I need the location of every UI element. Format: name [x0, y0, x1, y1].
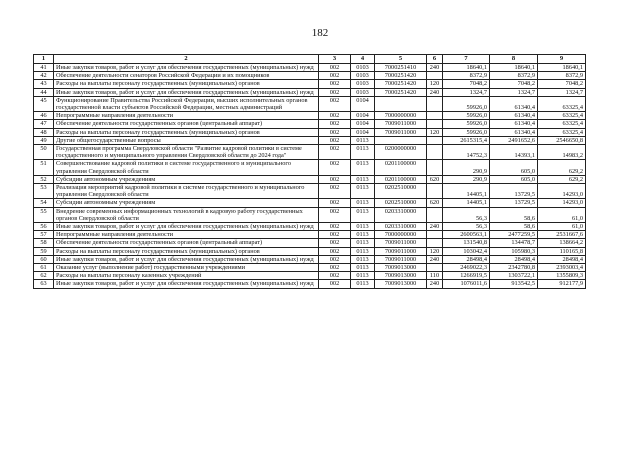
section-cell: 0113: [351, 231, 375, 239]
amount-cell: 913542,5: [490, 280, 538, 288]
code-cell: 002: [319, 223, 351, 231]
row-number-cell: 62: [34, 272, 54, 280]
description-cell: Внедрение современных информационных технологий в кадровую работу государственных органов Свердловской области: [54, 207, 319, 222]
amount-cell: 2469022,3: [443, 264, 490, 272]
description-cell: Обеспечение деятельности государственных органов (центральный аппарат): [54, 239, 319, 247]
amount-cell: 28498,4: [490, 255, 538, 263]
code-cell: 002: [319, 120, 351, 128]
table-row: [34, 247, 586, 255]
code-cell: 002: [319, 88, 351, 96]
section-cell: 0103: [351, 64, 375, 72]
row-number-cell: 49: [34, 136, 54, 144]
row-number-cell: 63: [34, 280, 54, 288]
description-cell: Государственная программа Свердловской области "Развитие кадровой политики в системе государственного и муниципального управления Свердловской области до 2024 года": [54, 145, 319, 160]
description-cell: Иные закупки товаров, работ и услуг для обеспечения государственных (муниципальных) нужд: [54, 88, 319, 96]
table-row: [34, 184, 586, 199]
row-number-cell: 43: [34, 80, 54, 88]
col-header: 1: [34, 55, 54, 64]
row-number-cell: 41: [34, 64, 54, 72]
table-row: [34, 255, 586, 263]
amount-cell: 14752,3: [443, 145, 490, 160]
page-number: 182: [311, 27, 329, 39]
amount-cell: 605,0: [490, 160, 538, 175]
amount-cell: 14293,0: [538, 199, 586, 207]
target-article-cell: 7000000000: [375, 231, 427, 239]
code-cell: 002: [319, 175, 351, 183]
amount-cell: 63325,4: [538, 128, 586, 136]
table-row: [34, 223, 586, 231]
section-cell: 0113: [351, 272, 375, 280]
section-cell: 0113: [351, 145, 375, 160]
amount-cell: 629,2: [538, 175, 586, 183]
expense-type-cell: [427, 231, 443, 239]
description-cell: Реализация мероприятий кадровой политики в системе государственного и муниципального управления Свердловской области: [54, 184, 319, 199]
table-row: [34, 64, 586, 72]
section-cell: 0113: [351, 160, 375, 175]
amount-cell: 61340,4: [490, 128, 538, 136]
expense-type-cell: 120: [427, 128, 443, 136]
section-cell: 0113: [351, 207, 375, 222]
amount-cell: 8372,9: [490, 72, 538, 80]
description-cell: Субсидии автономным учреждениям: [54, 175, 319, 183]
target-article-cell: 0202510000: [375, 199, 427, 207]
target-article-cell: 7000000000: [375, 112, 427, 120]
table-row: [34, 175, 586, 183]
amount-cell: 2491652,6: [490, 136, 538, 144]
target-article-cell: 0203310000: [375, 223, 427, 231]
col-header: 8: [490, 55, 538, 64]
row-number-cell: 48: [34, 128, 54, 136]
amount-cell: 14293,0: [538, 184, 586, 199]
expense-type-cell: 240: [427, 88, 443, 96]
amount-cell: 2342780,8: [490, 264, 538, 272]
expense-type-cell: [427, 112, 443, 120]
description-cell: Иные закупки товаров, работ и услуг для обеспечения государственных (муниципальных) нужд: [54, 223, 319, 231]
code-cell: 002: [319, 160, 351, 175]
section-cell: 0113: [351, 255, 375, 263]
row-number-cell: 54: [34, 199, 54, 207]
description-cell: Непрограммные направления деятельности: [54, 112, 319, 120]
amount-cell: 7048,2: [538, 80, 586, 88]
expense-type-cell: 110: [427, 272, 443, 280]
code-cell: 002: [319, 145, 351, 160]
amount-cell: 1266919,5: [443, 272, 490, 280]
expense-type-cell: [427, 72, 443, 80]
code-cell: 002: [319, 184, 351, 199]
amount-cell: 59926,0: [443, 96, 490, 111]
amount-cell: 18640,1: [538, 64, 586, 72]
section-cell: 0104: [351, 120, 375, 128]
target-article-cell: 0202510000: [375, 184, 427, 199]
table-row: [34, 207, 586, 222]
row-number-cell: 50: [34, 145, 54, 160]
amount-cell: 2546650,8: [538, 136, 586, 144]
section-cell: 0104: [351, 112, 375, 120]
description-cell: Расходы на выплаты персоналу государственных (муниципальных) органов: [54, 247, 319, 255]
amount-cell: 1355809,3: [538, 272, 586, 280]
section-cell: 0104: [351, 96, 375, 111]
row-number-cell: 45: [34, 96, 54, 111]
table-row: [34, 280, 586, 288]
target-article-cell: [375, 96, 427, 111]
amount-cell: 605,0: [490, 175, 538, 183]
amount-cell: 13729,5: [490, 184, 538, 199]
row-number-cell: 59: [34, 247, 54, 255]
amount-cell: 8372,9: [443, 72, 490, 80]
row-number-cell: 57: [34, 231, 54, 239]
table-row: [34, 145, 586, 160]
amount-cell: 105980,3: [490, 247, 538, 255]
table-row: [34, 231, 586, 239]
expense-type-cell: [427, 264, 443, 272]
section-cell: 0113: [351, 247, 375, 255]
target-article-cell: 7009013000: [375, 272, 427, 280]
description-cell: Расходы на выплаты персоналу государственных (муниципальных) органов: [54, 128, 319, 136]
code-cell: 002: [319, 280, 351, 288]
budget-table: [33, 54, 586, 289]
code-cell: 002: [319, 207, 351, 222]
amount-cell: 2531667,6: [538, 231, 586, 239]
description-cell: Иные закупки товаров, работ и услуг для обеспечения государственных (муниципальных) нужд: [54, 280, 319, 288]
expense-type-cell: 120: [427, 80, 443, 88]
amount-cell: 1303722,1: [490, 272, 538, 280]
code-cell: 002: [319, 231, 351, 239]
amount-cell: 14983,2: [538, 145, 586, 160]
target-article-cell: 7000251420: [375, 88, 427, 96]
description-cell: Другие общегосударственные вопросы: [54, 136, 319, 144]
amount-cell: 2600563,1: [443, 231, 490, 239]
col-header: 3: [319, 55, 351, 64]
amount-cell: 61340,4: [490, 120, 538, 128]
amount-cell: 290,9: [443, 160, 490, 175]
amount-cell: 63325,4: [538, 112, 586, 120]
code-cell: 002: [319, 72, 351, 80]
target-article-cell: 7009011000: [375, 255, 427, 263]
target-article-cell: 0200000000: [375, 145, 427, 160]
row-number-cell: 58: [34, 239, 54, 247]
amount-cell: 8372,9: [538, 72, 586, 80]
row-number-cell: 53: [34, 184, 54, 199]
table-header-row: [34, 55, 586, 64]
amount-cell: 103042,4: [443, 247, 490, 255]
expense-type-cell: [427, 120, 443, 128]
section-cell: 0113: [351, 280, 375, 288]
expense-type-cell: 240: [427, 255, 443, 263]
description-cell: Совершенствование кадровой политики в системе государственного и муниципального управления Свердловской области: [54, 160, 319, 175]
amount-cell: 59926,0: [443, 112, 490, 120]
target-article-cell: 7000251420: [375, 72, 427, 80]
amount-cell: 28498,4: [443, 255, 490, 263]
amount-cell: 28498,4: [538, 255, 586, 263]
expense-type-cell: [427, 239, 443, 247]
amount-cell: 13729,5: [490, 199, 538, 207]
amount-cell: 138664,2: [538, 239, 586, 247]
table-row: [34, 136, 586, 144]
target-article-cell: 7009013000: [375, 264, 427, 272]
table-row: [34, 160, 586, 175]
table-row: [34, 96, 586, 111]
amount-cell: 2615315,4: [443, 136, 490, 144]
amount-cell: 1324,7: [490, 88, 538, 96]
code-cell: 002: [319, 112, 351, 120]
amount-cell: 61340,4: [490, 96, 538, 111]
section-cell: 0103: [351, 72, 375, 80]
description-cell: Расходы на выплаты персоналу государственных (муниципальных) органов: [54, 80, 319, 88]
code-cell: 002: [319, 96, 351, 111]
table-row: [34, 112, 586, 120]
table-row: [34, 72, 586, 80]
description-cell: Иные закупки товаров, работ и услуг для обеспечения государственных (муниципальных) нужд: [54, 64, 319, 72]
amount-cell: 134478,7: [490, 239, 538, 247]
target-article-cell: 7009011000: [375, 239, 427, 247]
amount-cell: 2477259,5: [490, 231, 538, 239]
amount-cell: 63325,4: [538, 120, 586, 128]
section-cell: 0113: [351, 184, 375, 199]
row-number-cell: 52: [34, 175, 54, 183]
expense-type-cell: [427, 136, 443, 144]
amount-cell: 7048,2: [490, 80, 538, 88]
section-cell: 0104: [351, 128, 375, 136]
target-article-cell: 7009011000: [375, 247, 427, 255]
description-cell: Функционирование Правительства Российской Федерации, высших исполнительных органов государственной власти субъектов Российской Федерации, местных администраций: [54, 96, 319, 111]
amount-cell: 1076011,6: [443, 280, 490, 288]
expense-type-cell: [427, 160, 443, 175]
col-header: 5: [375, 55, 427, 64]
target-article-cell: 7000251410: [375, 64, 427, 72]
amount-cell: 7048,2: [443, 80, 490, 88]
table-row: [34, 272, 586, 280]
description-cell: Оказание услуг (выполнение работ) государственными учреждениями: [54, 264, 319, 272]
col-header: 7: [443, 55, 490, 64]
expense-type-cell: [427, 145, 443, 160]
description-cell: Иные закупки товаров, работ и услуг для обеспечения государственных (муниципальных) нужд: [54, 255, 319, 263]
table-row: [34, 264, 586, 272]
amount-cell: 1324,7: [538, 88, 586, 96]
description-cell: Расходы на выплаты персоналу казенных учреждений: [54, 272, 319, 280]
target-article-cell: 7009011000: [375, 128, 427, 136]
row-number-cell: 44: [34, 88, 54, 96]
section-cell: 0103: [351, 88, 375, 96]
code-cell: 002: [319, 264, 351, 272]
section-cell: 0113: [351, 239, 375, 247]
table-row: [34, 88, 586, 96]
description-cell: Субсидии автономным учреждениям: [54, 199, 319, 207]
target-article-cell: [375, 136, 427, 144]
amount-cell: 59926,0: [443, 120, 490, 128]
section-cell: 0113: [351, 136, 375, 144]
table-row: [34, 80, 586, 88]
amount-cell: 61,0: [538, 223, 586, 231]
code-cell: 002: [319, 255, 351, 263]
target-article-cell: 0201100000: [375, 160, 427, 175]
amount-cell: 14393,1: [490, 145, 538, 160]
amount-cell: 14405,1: [443, 184, 490, 199]
target-article-cell: 7009013000: [375, 280, 427, 288]
target-article-cell: 7009011000: [375, 120, 427, 128]
description-cell: Непрограммные направления деятельности: [54, 231, 319, 239]
expense-type-cell: [427, 184, 443, 199]
code-cell: 002: [319, 239, 351, 247]
amount-cell: 912177,9: [538, 280, 586, 288]
row-number-cell: 55: [34, 207, 54, 222]
amount-cell: 14405,1: [443, 199, 490, 207]
description-cell: Обеспечение деятельности сенаторов Российской Федерации и их помощников: [54, 72, 319, 80]
table-row: [34, 120, 586, 128]
expense-type-cell: [427, 96, 443, 111]
expense-type-cell: 620: [427, 175, 443, 183]
amount-cell: 61340,4: [490, 112, 538, 120]
code-cell: 002: [319, 247, 351, 255]
row-number-cell: 42: [34, 72, 54, 80]
description-cell: Обеспечение деятельности государственных органов (центральный аппарат): [54, 120, 319, 128]
row-number-cell: 56: [34, 223, 54, 231]
expense-type-cell: 120: [427, 247, 443, 255]
row-number-cell: 47: [34, 120, 54, 128]
row-number-cell: 61: [34, 264, 54, 272]
row-number-cell: 60: [34, 255, 54, 263]
expense-type-cell: 240: [427, 280, 443, 288]
amount-cell: 56,3: [443, 223, 490, 231]
code-cell: 002: [319, 199, 351, 207]
row-number-cell: 46: [34, 112, 54, 120]
code-cell: 002: [319, 64, 351, 72]
amount-cell: 58,6: [490, 223, 538, 231]
amount-cell: 63325,4: [538, 96, 586, 111]
col-header: 2: [54, 55, 319, 64]
table-row: [34, 199, 586, 207]
amount-cell: 56,3: [443, 207, 490, 222]
section-cell: 0113: [351, 199, 375, 207]
amount-cell: 58,6: [490, 207, 538, 222]
target-article-cell: 7000251420: [375, 80, 427, 88]
col-header: 6: [427, 55, 443, 64]
amount-cell: 629,2: [538, 160, 586, 175]
row-number-cell: 51: [34, 160, 54, 175]
section-cell: 0113: [351, 175, 375, 183]
code-cell: 002: [319, 80, 351, 88]
amount-cell: 1324,7: [443, 88, 490, 96]
amount-cell: 2393003,4: [538, 264, 586, 272]
amount-cell: 290,9: [443, 175, 490, 183]
col-header: 4: [351, 55, 375, 64]
target-article-cell: 0201100000: [375, 175, 427, 183]
amount-cell: 61,0: [538, 207, 586, 222]
expense-type-cell: 240: [427, 223, 443, 231]
code-cell: 002: [319, 272, 351, 280]
target-article-cell: 0203310000: [375, 207, 427, 222]
amount-cell: 18640,1: [443, 64, 490, 72]
expense-type-cell: 240: [427, 64, 443, 72]
code-cell: 002: [319, 136, 351, 144]
col-header: 9: [538, 55, 586, 64]
amount-cell: 131540,8: [443, 239, 490, 247]
amount-cell: 18640,1: [490, 64, 538, 72]
section-cell: 0113: [351, 223, 375, 231]
code-cell: 002: [319, 128, 351, 136]
amount-cell: 59926,0: [443, 128, 490, 136]
section-cell: 0103: [351, 80, 375, 88]
section-cell: 0113: [351, 264, 375, 272]
expense-type-cell: 620: [427, 199, 443, 207]
amount-cell: 110165,8: [538, 247, 586, 255]
table-row: [34, 239, 586, 247]
expense-type-cell: [427, 207, 443, 222]
table-row: [34, 128, 586, 136]
